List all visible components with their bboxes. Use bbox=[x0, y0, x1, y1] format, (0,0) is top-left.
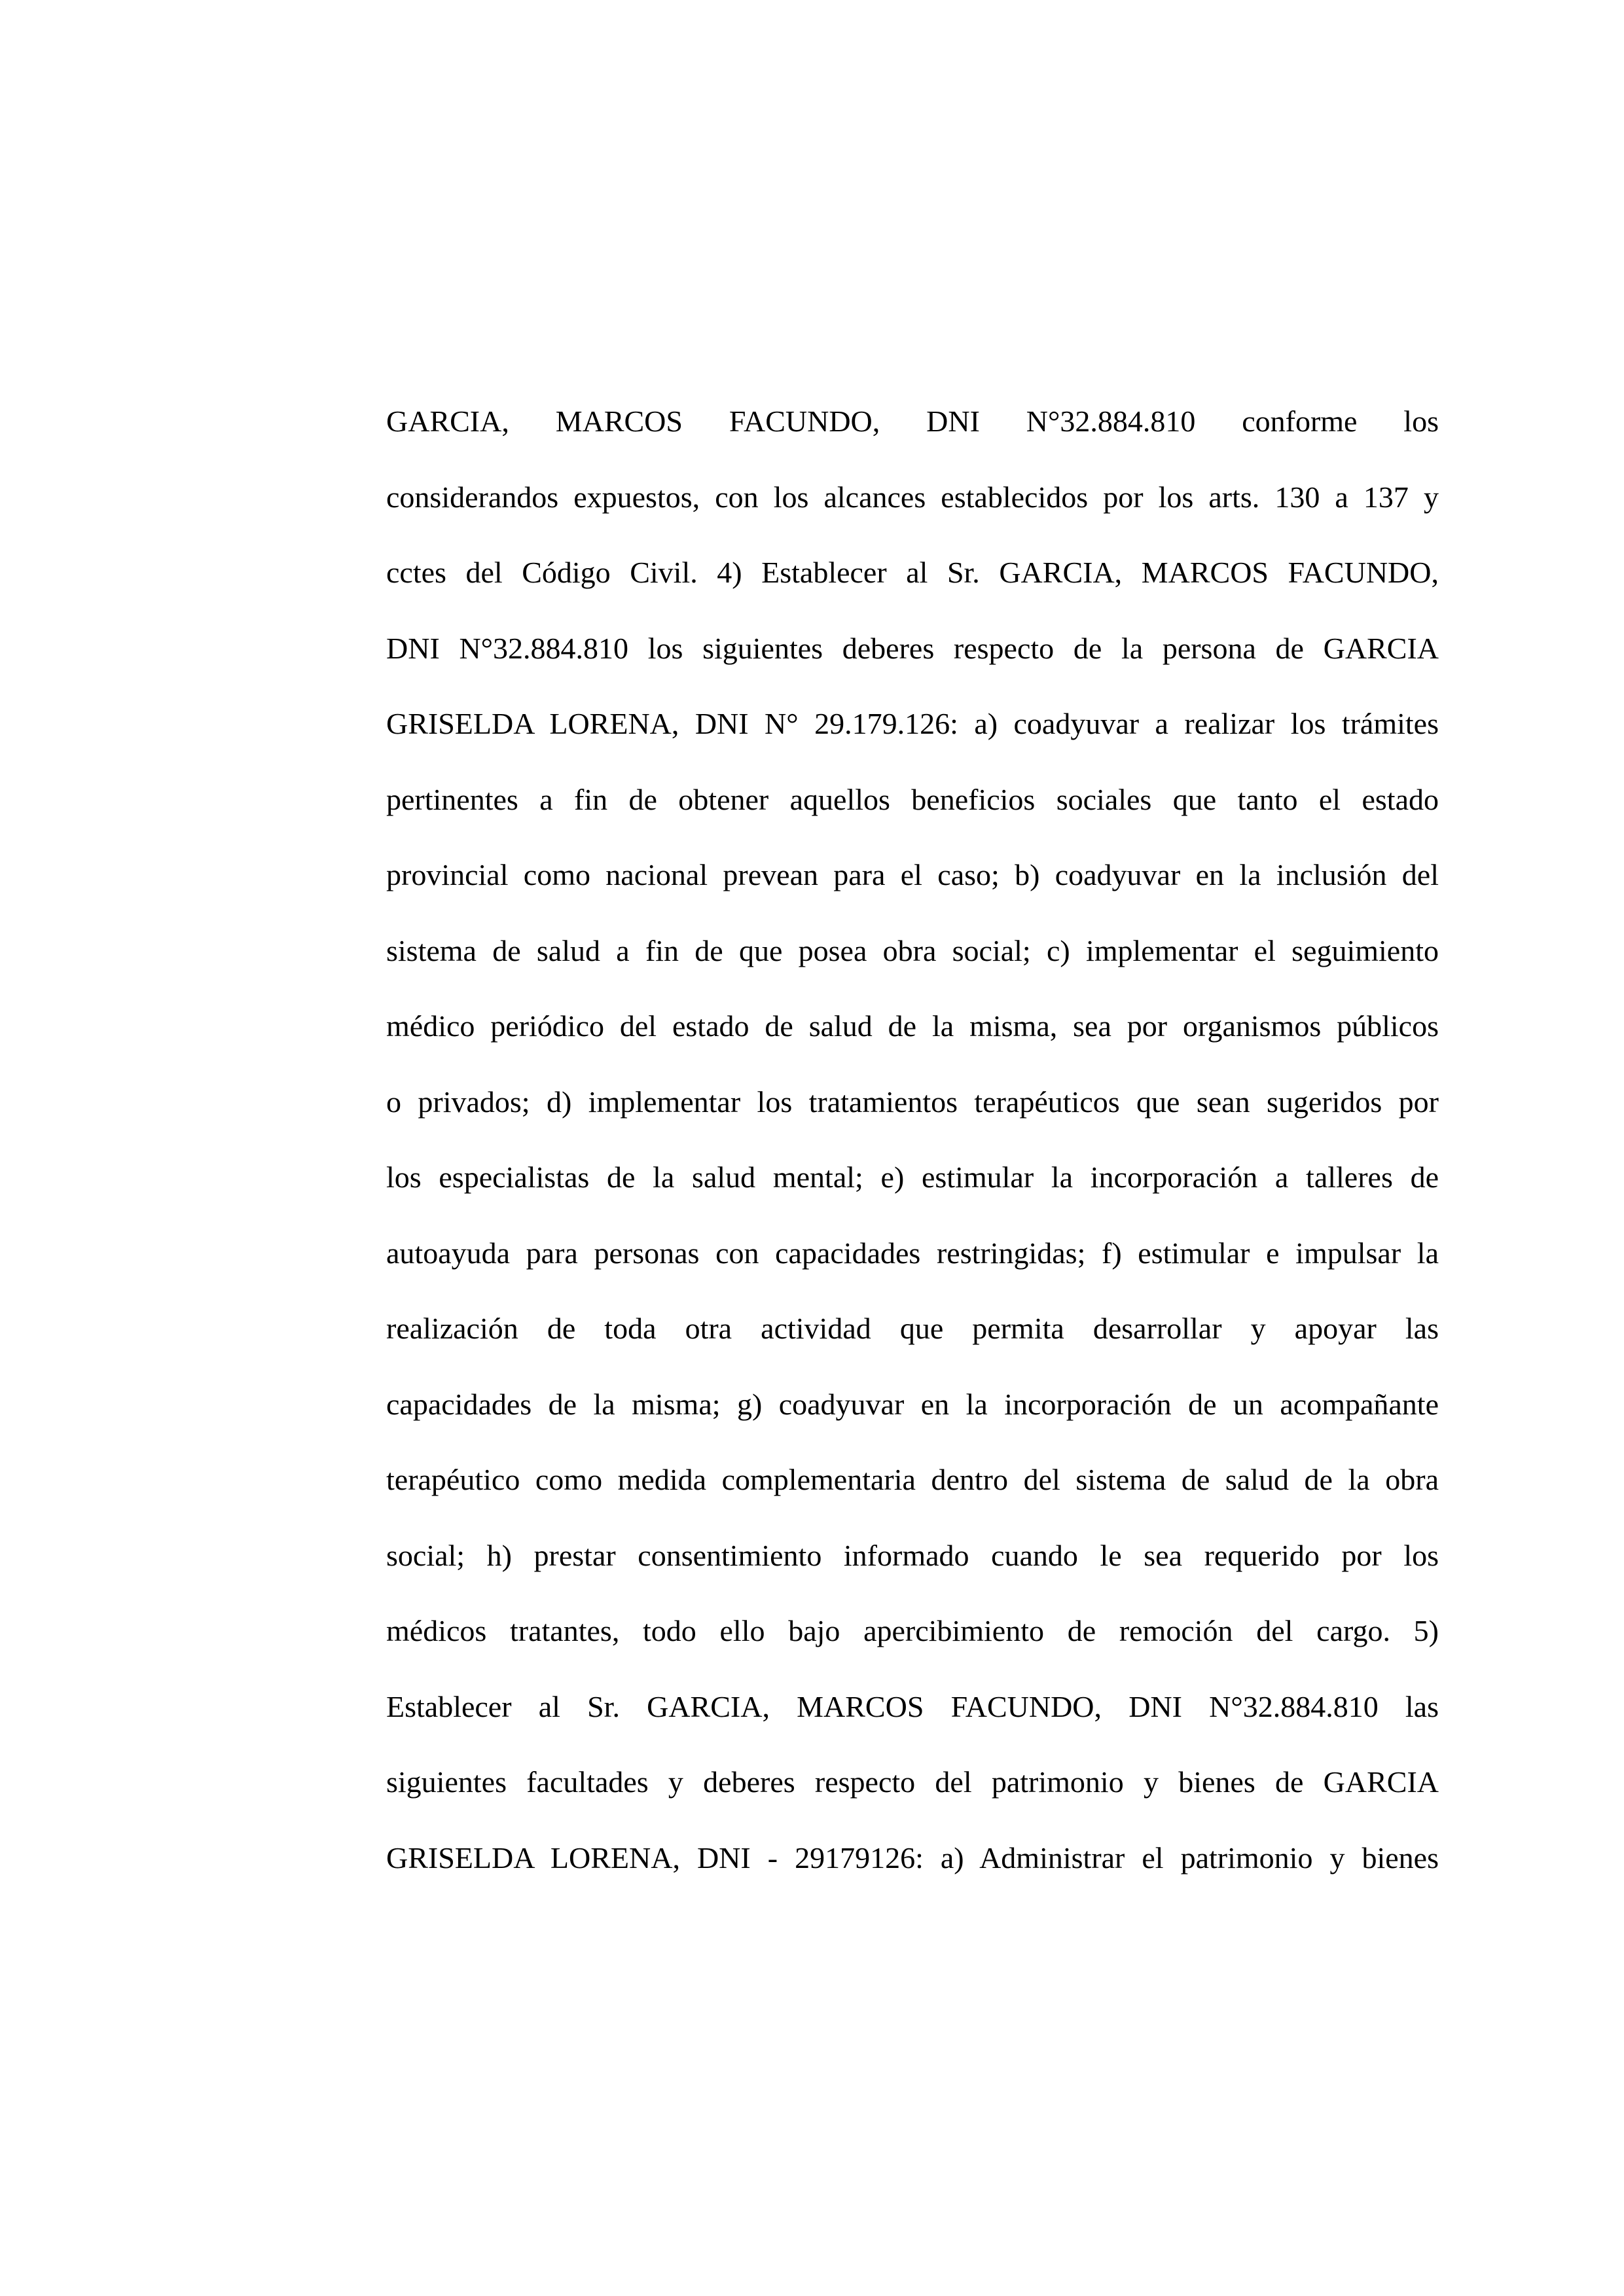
text-line: sistema de salud a fin de que posea obra social; c) implementar el seguimiento bbox=[386, 933, 1439, 967]
text-line: los especialistas de la salud mental; e) estimular la incorporación a talleres de bbox=[386, 1160, 1439, 1194]
text-line: pertinentes a fin de obtener aquellos beneficios sociales que tanto el estado bbox=[386, 782, 1439, 816]
text-line: médicos tratantes, todo ello bajo apercibimiento de remoción del cargo. 5) bbox=[386, 1614, 1439, 1647]
text-line: DNI N°32.884.810 los siguientes deberes respecto de la persona de GARCIA bbox=[386, 631, 1439, 665]
text-line: Establecer al Sr. GARCIA, MARCOS FACUNDO, DNI N°32.884.810 las bbox=[386, 1689, 1439, 1723]
text-line: cctes del Código Civil. 4) Establecer al Sr. GARCIA, MARCOS FACUNDO, bbox=[386, 556, 1439, 589]
text-line: provincial como nacional prevean para el caso; b) coadyuvar en la inclusión del bbox=[386, 858, 1439, 891]
text-line: médico periódico del estado de salud de la misma, sea por organismos públicos bbox=[386, 1009, 1439, 1043]
text-line: considerandos expuestos, con los alcances establecidos por los arts. 130 a 137 y bbox=[386, 480, 1439, 514]
text-line: GRISELDA LORENA, DNI N° 29.179.126: a) coadyuvar a realizar los trámites bbox=[386, 707, 1439, 740]
text-line: terapéutico como medida complementaria dentro del sistema de salud de la obra bbox=[386, 1463, 1439, 1496]
text-line: GRISELDA LORENA, DNI - 29179126: a) Administrar el patrimonio y bienes bbox=[386, 1840, 1439, 1874]
body-paragraph bbox=[386, 384, 1439, 1895]
text-line: autoayuda para personas con capacidades restringidas; f) estimular e impulsar la bbox=[386, 1236, 1439, 1270]
text-line: o privados; d) implementar los tratamientos terapéuticos que sean sugeridos por bbox=[386, 1085, 1439, 1119]
text-line: siguientes facultades y deberes respecto del patrimonio y bienes de GARCIA bbox=[386, 1765, 1439, 1799]
text-line: social; h) prestar consentimiento informado cuando le sea requerido por los bbox=[386, 1538, 1439, 1572]
text-line: capacidades de la misma; g) coadyuvar en la incorporación de un acompañante bbox=[386, 1387, 1439, 1421]
text-line: GARCIA, MARCOS FACUNDO, DNI N°32.884.810 conforme los bbox=[386, 404, 1439, 438]
text-line: realización de toda otra actividad que permita desarrollar y apoyar las bbox=[386, 1312, 1439, 1345]
